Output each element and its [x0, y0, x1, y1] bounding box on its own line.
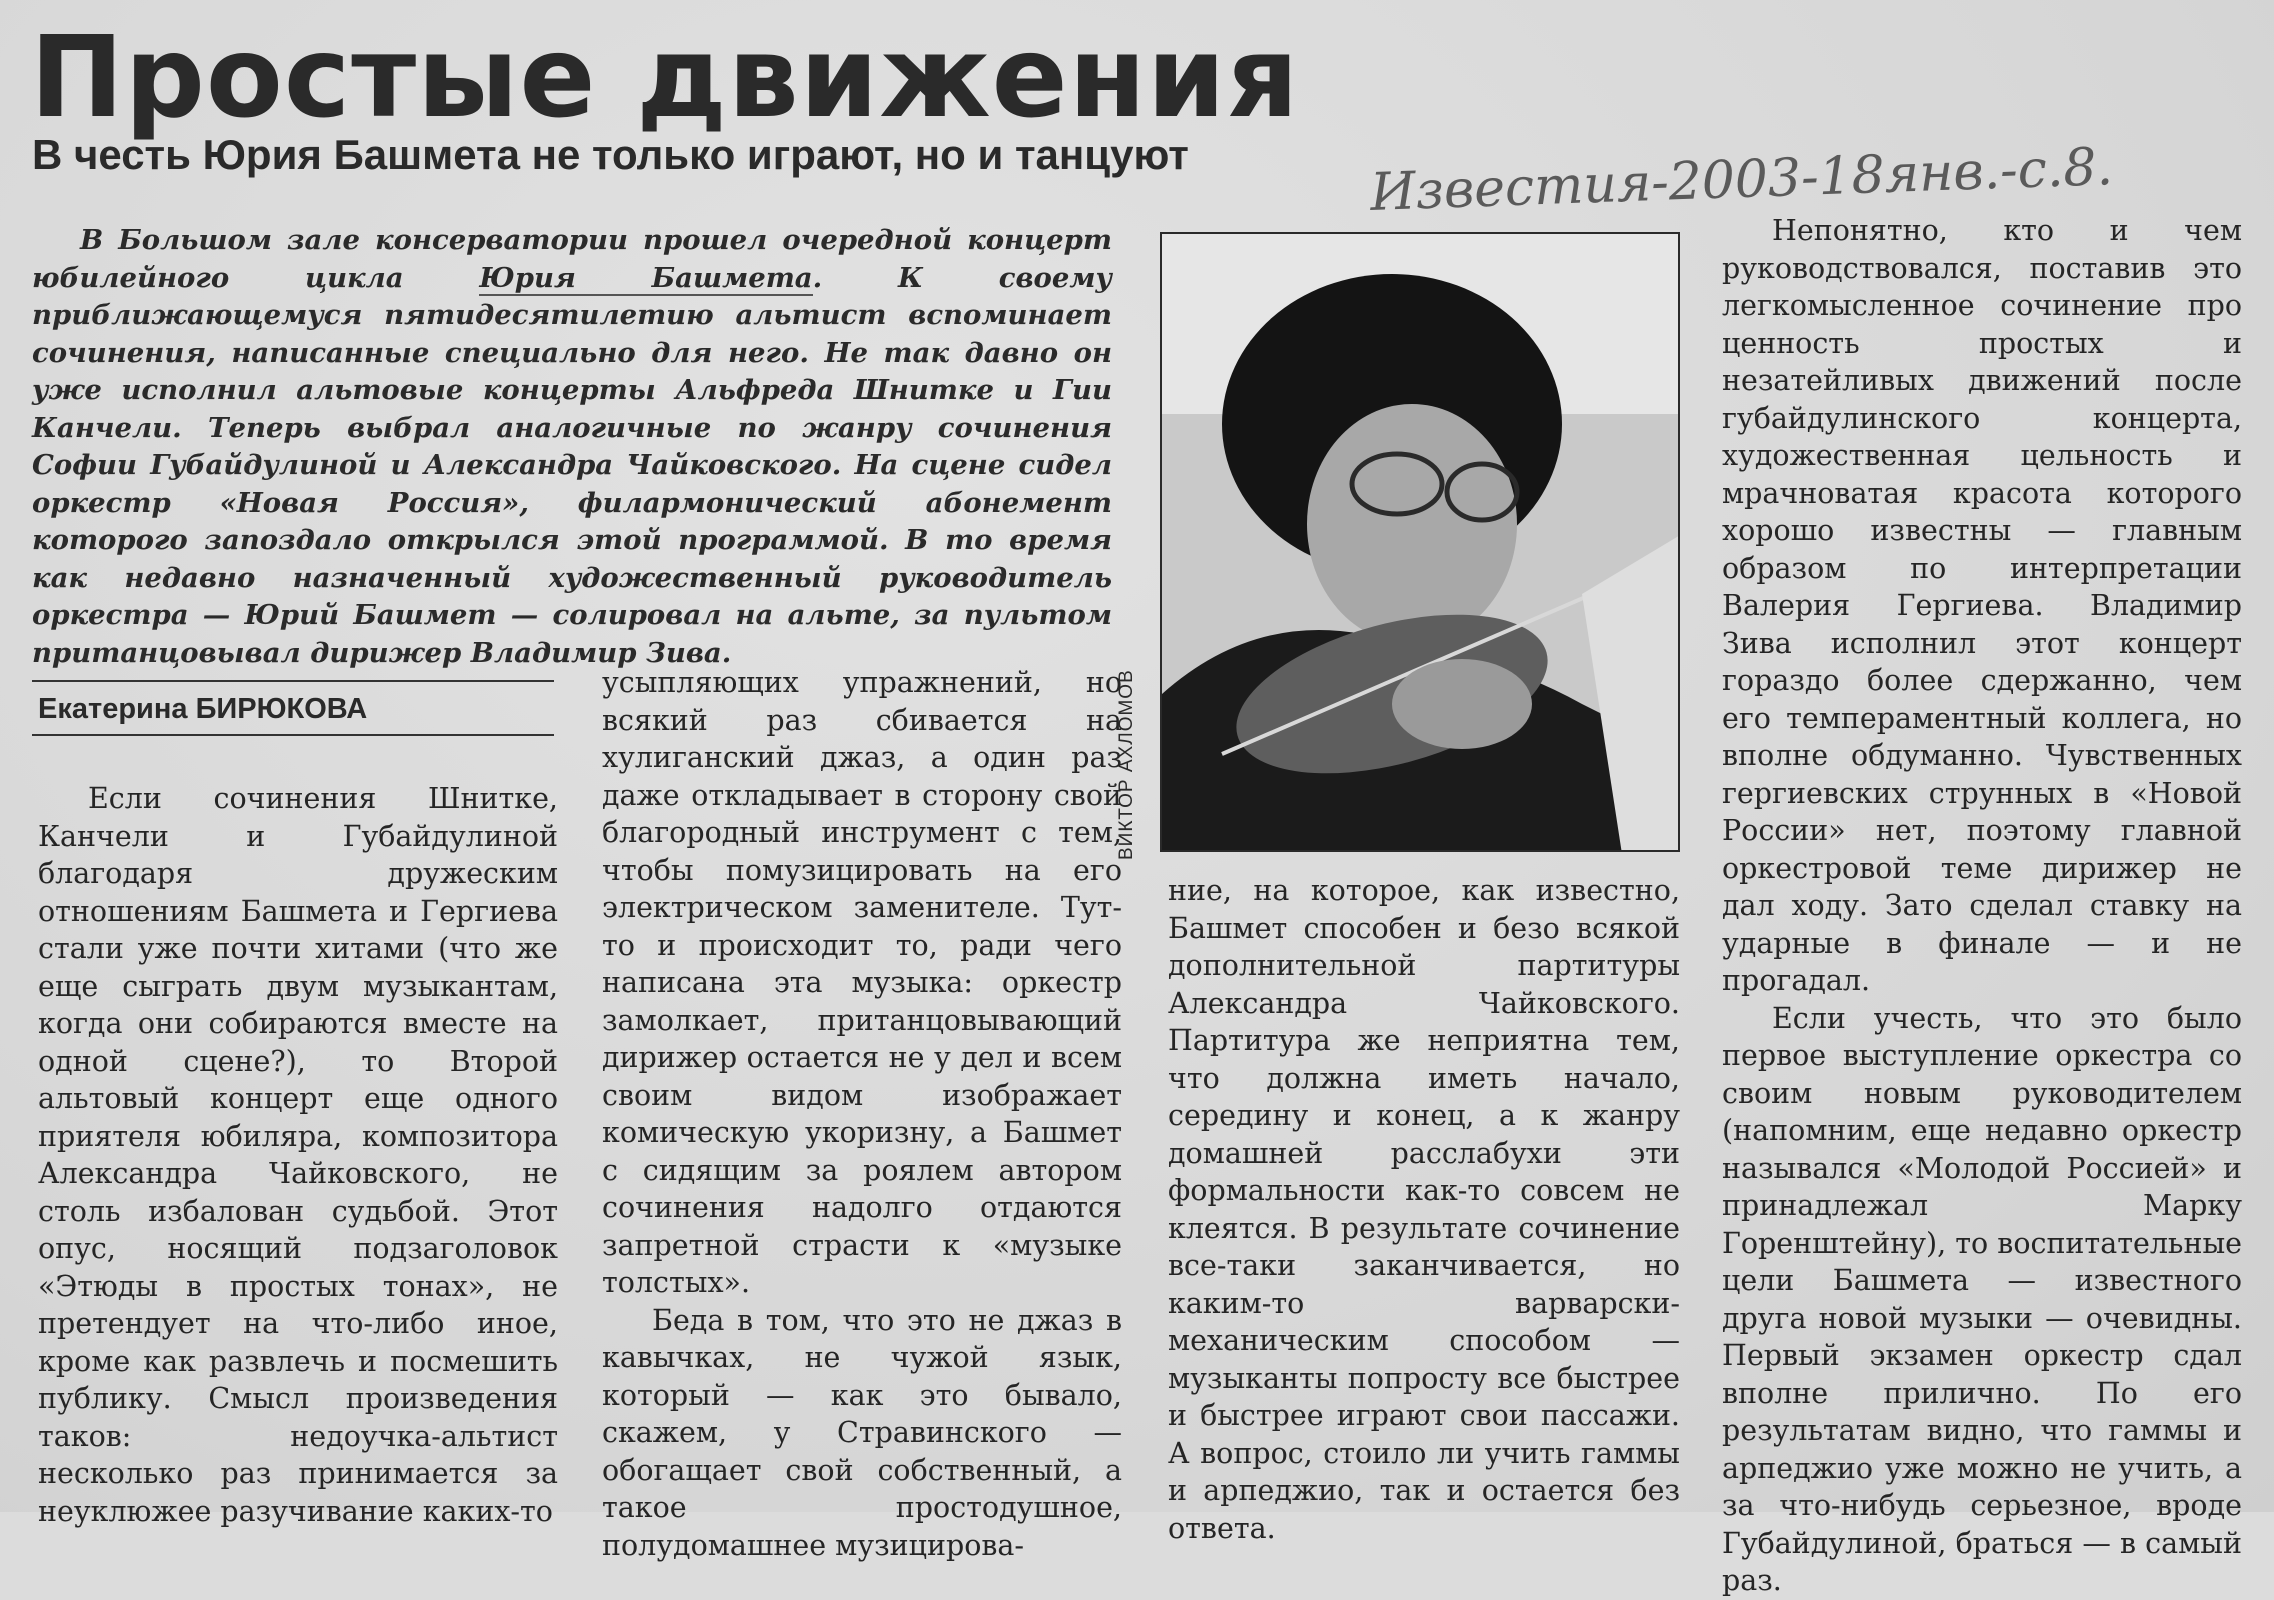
- subheadline: В честь Юрия Башмета не только играют, но и танцуют: [32, 131, 1189, 178]
- lead-underlined-name: Юрия Башмета: [479, 261, 813, 294]
- column-3-paragraph-1: ние, на которое, как известно, Башмет способен и безо всякой дополнительной партитуры Александра Чайковского. Партитура же неприятна тем, что должна иметь начало, середину и конец, а к жанру домашней расслабухи эти формальности как-то совсем не клеятся. В результате сочинение все-таки заканчивается, но каким-то варварски-механическим способом — музыканты попросту все быстрее и быстрее играют свои пассажи. А вопрос, стоило ли учить гаммы и арпеджио, так и остается без ответа.: [1168, 874, 1680, 1545]
- author-byline: [38, 690, 367, 728]
- byline-top-rule: [32, 680, 554, 682]
- article-column-2: [602, 664, 1122, 1564]
- article-column-1: [38, 780, 558, 1530]
- lead-paragraph: [32, 222, 1112, 672]
- author-first-name: Екатерина: [38, 693, 188, 725]
- article-column-4: [1722, 212, 2242, 1600]
- column-4-paragraph-1: Непонятно, кто и чем руководствовался, поставив это легкомысленное сочинение про ценность простых и незатейливых движений после губайдулинского концерта, художественная цельность и мрачноватая красота которого хорошо известны — главным образом по интерпретации Валерия Гергиева. Владимир Зива исполнил этот концерт гораздо более сдержанно, чем его темпераментный коллега, но вполне обдуманно. Чувственных гергиевских струнных в «Новой России» нет, поэтому главной оркестровой теме дирижер не дал ходу. Зато сделал ставку на ударные в финале — и не прогадал.: [1722, 214, 2242, 997]
- column-4-paragraph-2: Если учесть, что это было первое выступление оркестра со своим новым руководителем (напомним, еще недавно оркестр назывался «Молодой Россией» и принадлежал Марку Горенштейну), то воспитательные цели Башмета — известного друга новой музыки — очевидны. Первый экзамен оркестр сдал вполне прилично. По его результатам видно, что гаммы и арпеджио уже можно не учить, а за что-нибудь серьезное, вроде Губайдулиной, браться — в самый раз.: [1722, 1001, 2242, 1597]
- column-1-paragraph-1: Если сочинения Шнитке, Канчели и Губайдулиной благодаря дружеским отношениям Башмета и Гергиева стали уже почти хитами (что же еще сыграть двум музыкантам, когда они собираются вместе на одной сцене?), то Второй альтовый концерт еще одного приятеля юбиляра, композитора Александра Чайковского, не столь избалован судьбой. Этот опус, носящий подзаголовок «Этюды в простых тонах», не претендует на что-либо иное, кроме как развлечь и посмешить публику. Смысл произведения таков: недоучка-альтист несколько раз принимается за неуклюжее разучивание каких-то: [38, 782, 558, 1528]
- photo-of-violist: [1160, 232, 1680, 852]
- photo-credit: ВИКТОР АХЛОМОВ: [1116, 669, 1137, 860]
- column-2-paragraph-1: усыпляющих упражнений, но всякий раз сбивается на хулиганский джаз, а один раз даже откладывает в сторону свой благородный инструмент с тем, чтобы помузицировать на его электрическом заменителе. Тут-то и происходит то, ради чего написана эта музыка: оркестр замолкает, пританцовывающий дирижер остается не у дел и всем своим видом изображает комическую укоризну, а Башмет с сидящим за роялем автором сочинения надолго отдаются запретной страсти к «музыке толстых».: [602, 666, 1122, 1299]
- handwritten-source-note: Известия-2003-18янв.-с.8.: [1369, 137, 2114, 223]
- author-last-name: БИРЮКОВА: [195, 693, 368, 725]
- column-2-paragraph-2: Беда в том, что это не джаз в кавычках, не чужой язык, который — как это бывало, скажем, у Стравинского — обогащает свой собственный, а такое простодушное, полудомашнее музицирова-: [602, 1303, 1122, 1562]
- headline: Простые движения: [30, 13, 1300, 143]
- article-column-3: [1168, 872, 1680, 1547]
- photo-illustration: [1162, 234, 1680, 852]
- byline-bottom-rule: [32, 734, 554, 736]
- lead-text-rest: . К своему приближающемуся пятидесятилетию альтист вспоминает сочинения, написанные специально для него. Не так давно он уже исполнил альтовые концерты Альфреда Шнитке и Гии Канчели. Теперь выбрал аналогичные по жанру сочинения Софии Губайдулиной и Александра Чайковского. На сцене сидел оркестр «Новая Россия», филармонический абонемент которого запоздало открылся этой программой. В то время как недавно назначенный художественный руководитель оркестра — Юрий Башмет — солировал на альте, за пультом пританцовывал дирижер Владимир Зива.: [32, 261, 1112, 669]
- lead-text-start: В Большом зале консерватории прошел очередной концерт юбилейного цикла: [32, 224, 1112, 294]
